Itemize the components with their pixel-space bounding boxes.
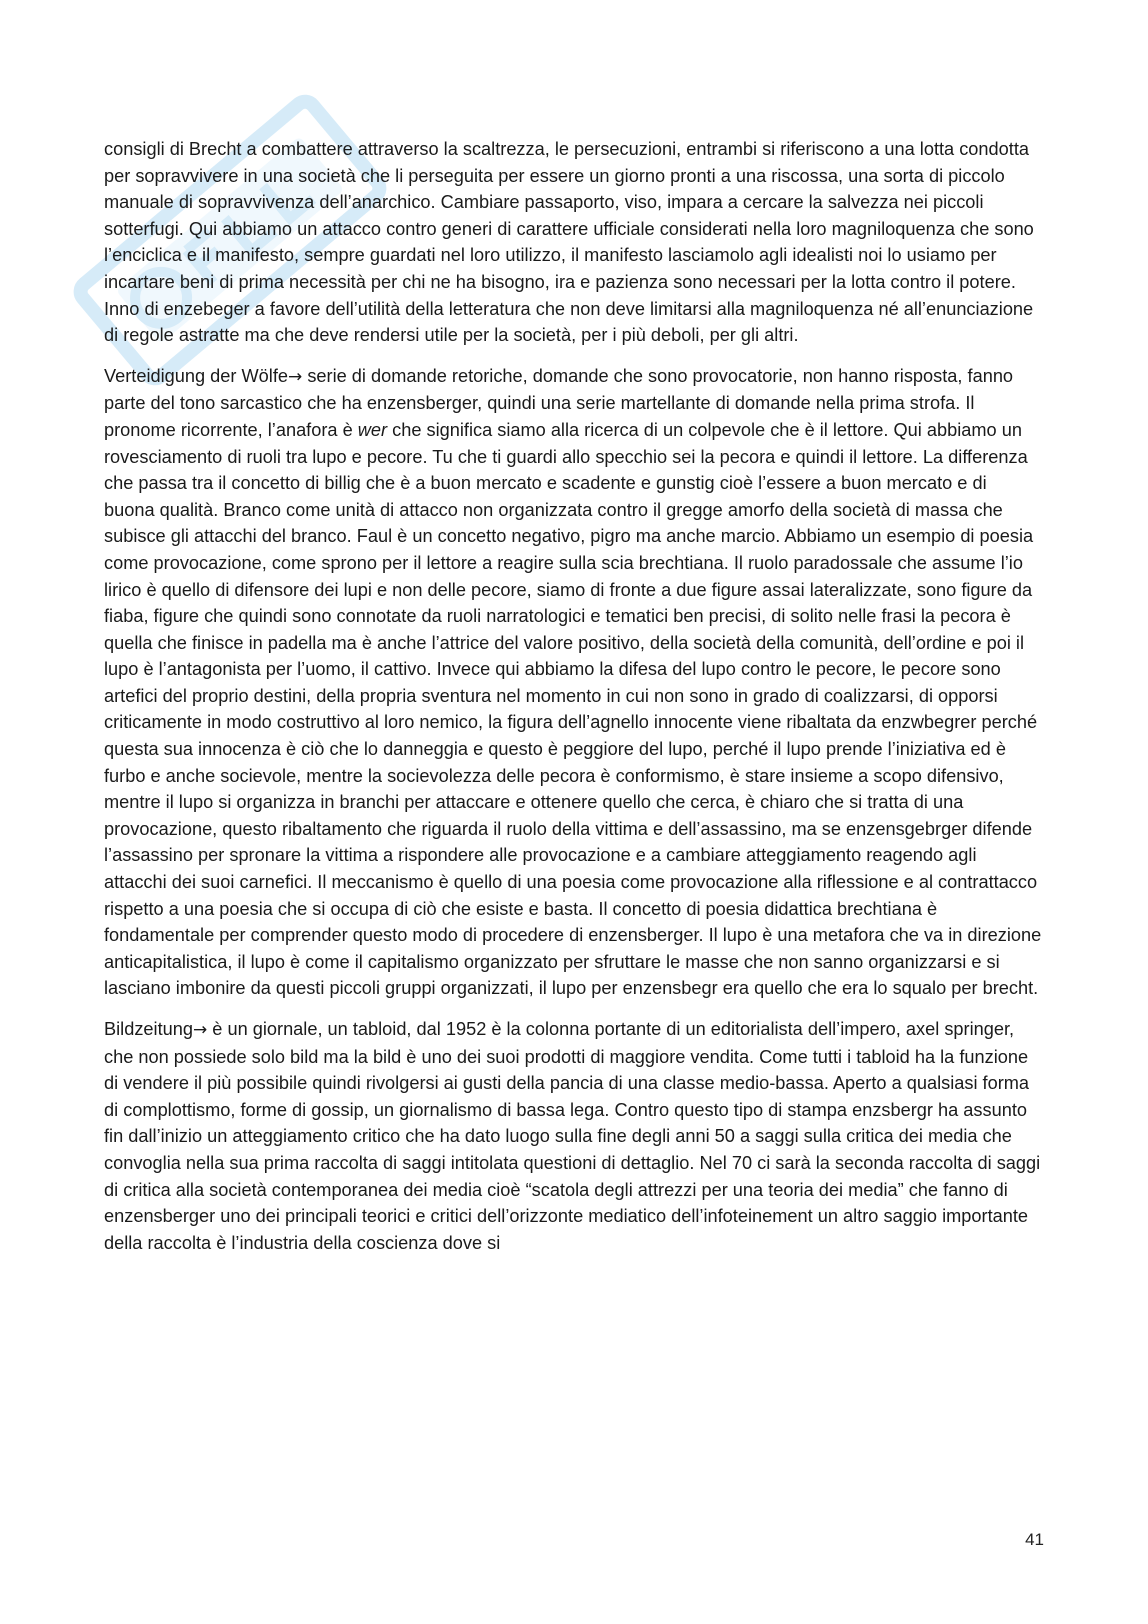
paragraph-2-text-b: che significa siamo alla ricerca di un colpevole che è il lettore. Qui abbiamo un rovesciamento di ruoli tra lupo e pecore. Tu che ti guardi allo specchio sei la pecora e quindi il lettore. La differenza che passa tra il concetto di billig che è a buon mercato e scadente e gunstig cioè l’essere a buon mercato e di buona qualità. Branco come unità di attacco non organizzata contro il gregge amorfo della società di massa che subisce gli attacchi del branco. Faul è un concetto negativo, pigro ma anche marcio. Abbiamo un esempio di poesia come provocazione, come sprono per il lettore a reagire sulla scia brechtiana. Il ruolo paradossale che assume l’io lirico è quello di difensore dei lupi e non delle pecore, siamo di fronte a due figure assai lateralizzate, sono figure da fiaba, figure che quindi sono connotate da ruoli narratologici e tematici ben precisi, di solito nelle frasi la pecora è quella che finisce in padella ma è anche l’attrice del valore positivo, della società della comunità, dell’ordine e poi il lupo è l’antagonista per l’uomo, il cattivo. Invece qui abbiamo la difesa del lupo contro le pecore, le pecore sono artefici del proprio destini, della propria sventura nel momento in cui non sono in grado di coalizzarsi, di opporsi criticamente in modo costruttivo al loro nemico, la figura dell’agnello innocente viene ribaltata da enzwbegrer perché questa sua innocenza è ciò che lo danneggia e questo è peggiore del lupo, perché il lupo prende l’iniziativa ed è furbo e anche socievole, mentre la socievolezza delle pecora è conformismo, è stare insieme a scopo difensivo, mentre il lupo si organizza in branchi per attaccare e ottenere quello che cerca, è chiaro che si tratta di una provocazione, questo ribaltamento che riguarda il ruolo della vittima e dell’assassino, ma se enzensgebrger difende l’assassino per spronare la vittima a rispondere alle provocazione e a cambiare atteggiamento reagendo agli attacchi dei suoi carnefici. Il meccanismo è quello di una poesia come provocazione alla riflessione e al contrattacco rispetto a una poesia che si occupa di ciò che esiste e basta. Il concetto di poesia didattica brechtiana è fondamentale per comprender questo modo di procedere di enzensberger. Il lupo è una metafora che va in direzione anticapitalistica, il lupo è come il capitalismo organizzato per sfruttare le masse che non sanno organizzarsi e si lasciano imbonire da questi piccoli gruppi organizzati, il lupo per enzensbegr era quello che era lo squalo per brecht.	[104, 419, 1042, 999]
paragraph-2-text-a: serie di domande retoriche, domande che sono provocatorie, non hanno risposta, fanno parte del tono sarcastico che ha enzensberger, quindi una serie martellante di domande nella prima strofa. Il pronome ricorrente, l’anafora è	[104, 365, 1014, 440]
arrow-right-icon: →	[192, 1020, 208, 1040]
paragraph-2-heading: Verteidigung der Wölfe	[104, 365, 289, 386]
paragraph-bildzeitung	[104, 1016, 1042, 1256]
paragraph-1-text: consigli di Brecht a combattere attraverso la scaltrezza, le persecuzioni, entrambi si riferiscono a una lotta condotta per sopravvivere in una società che li perseguita per essere un giorno pronti a una riscossa, una sorta di piccolo manuale di sopravvivenza dell’anarchico. Cambiare passaporto, viso, impara a cercare la salvezza nei piccoli sotterfugi. Qui abbiamo un attacco contro generi di carattere ufficiale considerati nella loro magniloquenza che sono l’enciclica e il manifesto, sempre guardati nel loro utilizzo, il manifesto lasciamolo agli idealisti noi lo usiamo per incartare beni di prima necessità per chi ne ha bisogno, ira e pazienza sono necessari per la lotta contro il potere. Inno di enzebeger a favore dell’utilità della letteratura che non deve limitarsi alla magniloquenza né all’enunciazione di regole astratte ma che deve rendersi utile per la società, per i più deboli, per gli altri.	[104, 139, 1034, 346]
document-body	[104, 136, 1042, 1270]
paragraph-3-heading: Bildzeitung	[104, 1019, 193, 1039]
page-number: 41	[1025, 1530, 1044, 1549]
paragraph-verteidigung	[104, 363, 1042, 1002]
paragraph-2-wer: wer	[357, 419, 388, 440]
arrow-right-icon: →	[288, 366, 303, 387]
paragraph-brecht	[104, 136, 1042, 349]
paragraph-3-text: è un giornale, un tabloid, dal 1952 è la colonna portante di un editorialista dell’impero, axel springer, che non possiede solo bild ma la bild è uno dei suoi prodotti di maggiore vendita. Come tutti i tabloid ha la funzione di vendere il più possibile quindi rivolgersi ai gusti della pancia di una classe medio-bassa. Aperto a qualsiasi forma di complottismo, forme di gossip, un giornalismo di bassa lega. Contro questo tipo di stampa enzsbergr ha assunto fin dall’inizio un atteggiamento critico che ha dato luogo sulla fine degli anni 50 a saggi sulla critica dei media che convoglia nella sua prima raccolta di saggi intitolata questioni di dettaglio. Nel 70 ci sarà la seconda raccolta di saggi di critica alla società contemporanea dei media cioè “scatola degli attrezzi per una teoria dei media” che fanno di enzensberger uno dei principali teorici e critici dell’orizzonte mediatico dell’infoteinement un altro saggio importante della raccolta è l’industria della coscienza dove si	[104, 1019, 1041, 1253]
